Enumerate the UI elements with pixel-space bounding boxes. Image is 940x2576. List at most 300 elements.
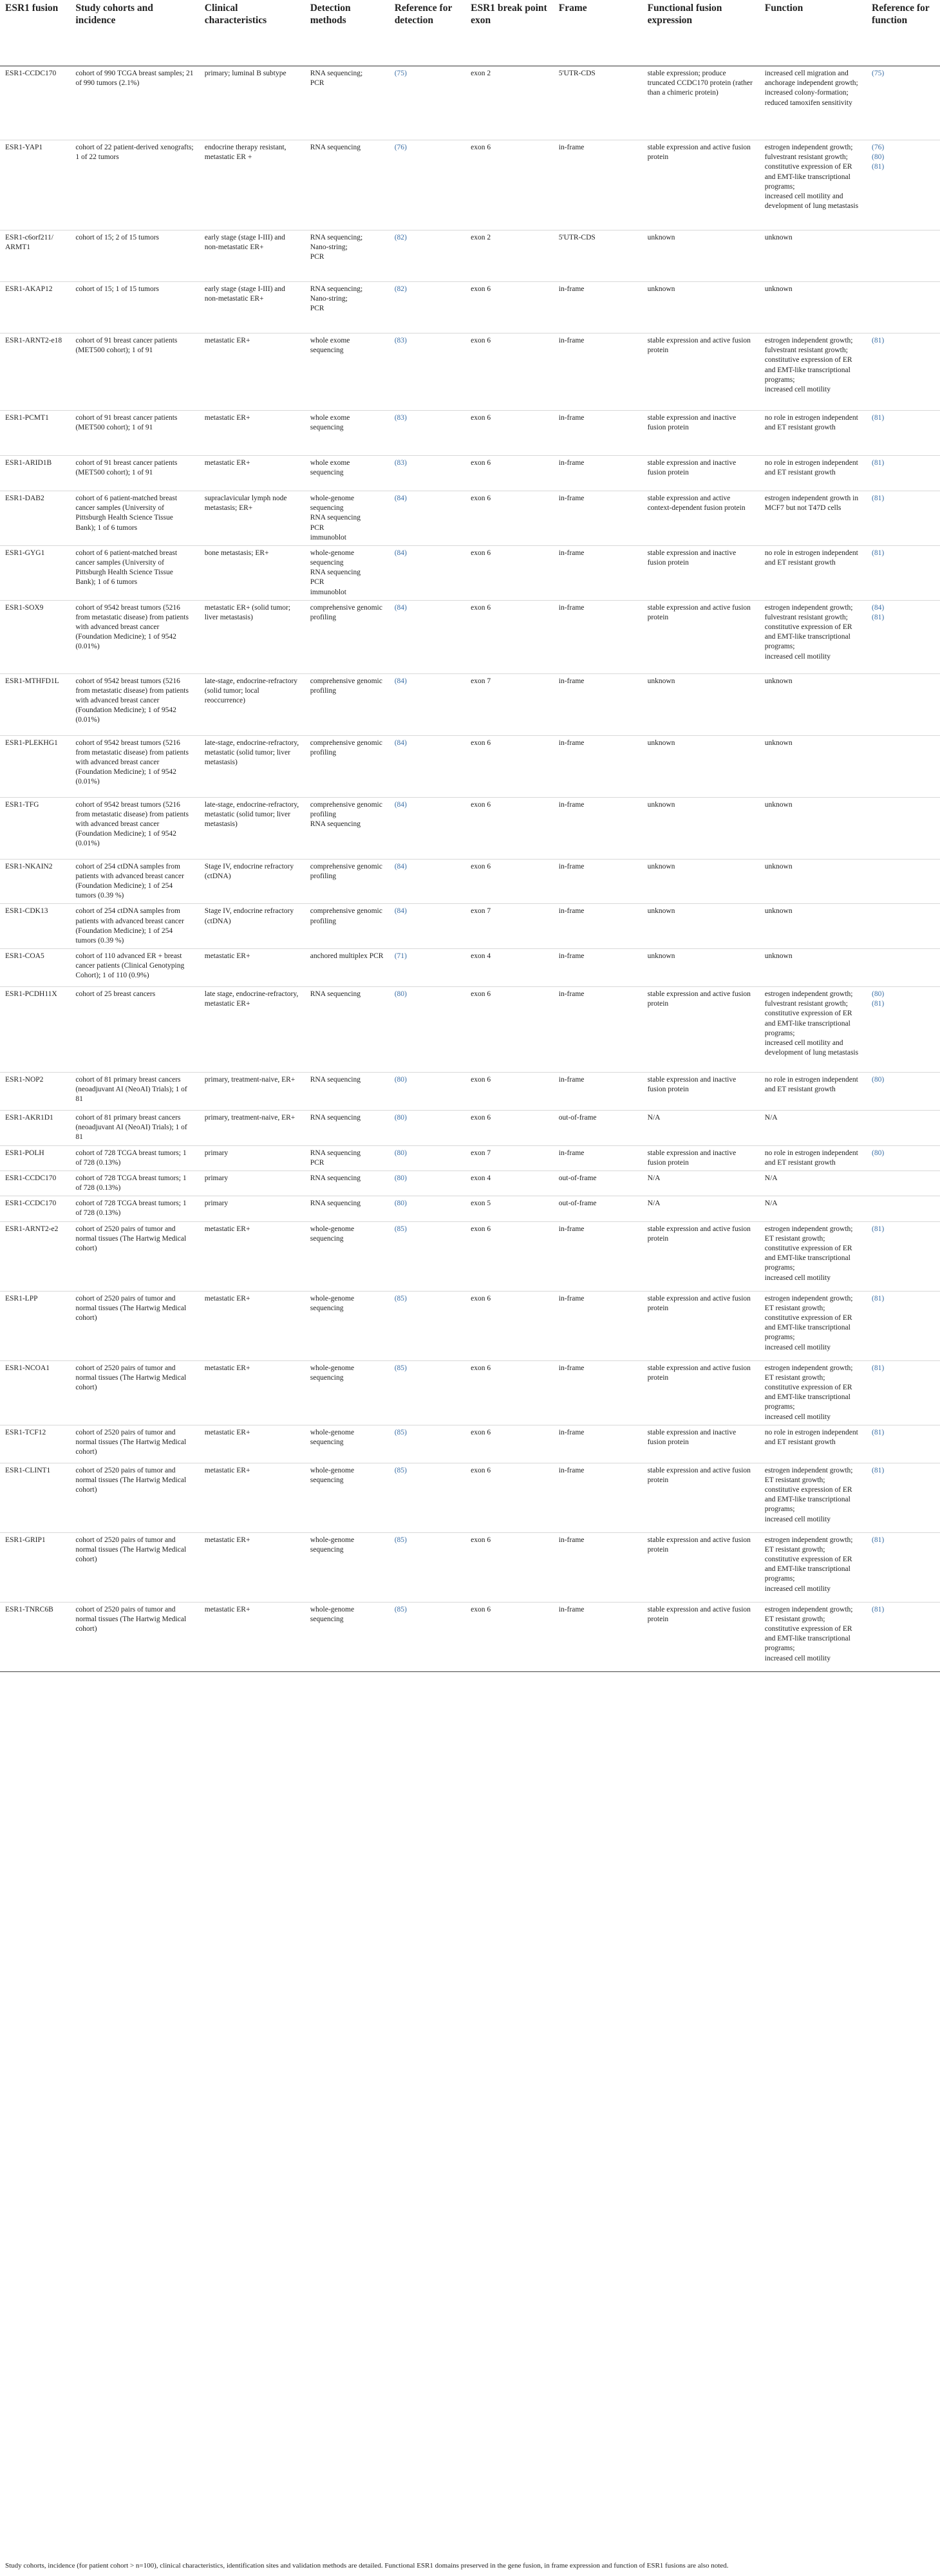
- cell-exon: exon 6: [465, 1111, 554, 1146]
- function-line: unknown: [764, 907, 793, 916]
- cell-ref-detection: [390, 1196, 465, 1221]
- cell-clinical: metastatic ER+: [200, 1221, 305, 1291]
- method-line: whole-genome sequencing: [310, 494, 355, 512]
- cell-cohort: cohort of 2520 pairs of tumor and normal tissues (The Hartwig Medical cohort): [70, 1291, 199, 1360]
- cell-exon: exon 6: [465, 987, 554, 1073]
- cell-expression: stable expression and active fusion protein: [643, 140, 760, 230]
- reference-link[interactable]: (75): [872, 70, 885, 77]
- cell-frame: in-frame: [554, 1221, 643, 1291]
- cell-clinical: metastatic ER+: [200, 1291, 305, 1360]
- cell-cohort: cohort of 2520 pairs of tumor and normal tissues (The Hartwig Medical cohort): [70, 1532, 199, 1602]
- cell-exon: exon 5: [465, 1196, 554, 1221]
- method-line: PCR: [310, 253, 324, 261]
- reference-link[interactable]: (80): [394, 1174, 407, 1182]
- cell-frame: out-of-frame: [554, 1170, 643, 1196]
- reference-link[interactable]: (81): [872, 1225, 885, 1233]
- cell-fusion: ESR1-PCMT1: [0, 411, 70, 456]
- table-row: [0, 1145, 940, 1170]
- cell-fusion: ESR1-PCDH11X: [0, 987, 70, 1073]
- reference-link[interactable]: (80): [872, 1076, 885, 1084]
- method-line: comprehensive genomic profiling: [310, 862, 382, 880]
- cell-ref-detection: [390, 1532, 465, 1602]
- cell-ref-function: [867, 735, 940, 797]
- reference-link[interactable]: (81): [872, 414, 885, 422]
- function-line: unknown: [764, 862, 793, 870]
- table-row: [0, 859, 940, 904]
- cell-methods: [305, 859, 390, 904]
- method-line: whole-genome sequencing: [310, 1466, 355, 1484]
- col-header-ref-function: Reference for function: [867, 0, 940, 66]
- cell-ref-function: [867, 600, 940, 673]
- cell-frame: in-frame: [554, 1532, 643, 1602]
- cell-methods: [305, 1291, 390, 1360]
- cell-function: [760, 1073, 867, 1111]
- table-row: [0, 334, 940, 411]
- cell-expression: stable expression and inactive fusion protein: [643, 1145, 760, 1170]
- cell-ref-function: [867, 1602, 940, 1671]
- cell-ref-detection: [390, 859, 465, 904]
- cell-clinical: early stage (stage I-III) and non-metastatic ER+: [200, 230, 305, 282]
- cell-expression: stable expression and active fusion protein: [643, 1360, 760, 1425]
- cell-expression: stable expression and active fusion protein: [643, 1463, 760, 1532]
- cell-ref-detection: [390, 545, 465, 600]
- reference-link[interactable]: (85): [394, 1428, 407, 1436]
- cell-cohort: cohort of 91 breast cancer patients (MET500 cohort); 1 of 91: [70, 456, 199, 491]
- reference-link[interactable]: (85): [394, 1536, 407, 1544]
- table-row: [0, 1532, 940, 1602]
- cell-clinical: metastatic ER+: [200, 456, 305, 491]
- cell-clinical: bone metastasis; ER+: [200, 545, 305, 600]
- cell-ref-detection: [390, 230, 465, 282]
- cell-cohort: cohort of 25 breast cancers: [70, 987, 199, 1073]
- cell-ref-detection: [390, 491, 465, 546]
- cell-cohort: cohort of 15; 1 of 15 tumors: [70, 282, 199, 334]
- cell-methods: [305, 1221, 390, 1291]
- function-line: estrogen independent growth;: [764, 1536, 853, 1544]
- reference-link[interactable]: (84): [394, 800, 407, 809]
- cell-function: [760, 1111, 867, 1146]
- reference-link[interactable]: (80): [872, 990, 885, 999]
- cell-function: [760, 545, 867, 600]
- cell-frame: in-frame: [554, 904, 643, 949]
- reference-link[interactable]: (80): [872, 1149, 885, 1157]
- cell-clinical: metastatic ER+: [200, 1463, 305, 1532]
- cell-frame: in-frame: [554, 735, 643, 797]
- cell-cohort: cohort of 15; 2 of 15 tumors: [70, 230, 199, 282]
- cell-expression: unknown: [643, 904, 760, 949]
- cell-frame: in-frame: [554, 987, 643, 1073]
- col-header-expression: Functional fusion expression: [643, 0, 760, 66]
- reference-link[interactable]: (85): [394, 1364, 407, 1372]
- cell-methods: [305, 545, 390, 600]
- reference-link[interactable]: (71): [394, 952, 407, 961]
- cell-methods: [305, 1463, 390, 1532]
- cell-exon: exon 6: [465, 1291, 554, 1360]
- cell-ref-detection: [390, 1602, 465, 1671]
- cell-fusion: ESR1-TNRC6B: [0, 1602, 70, 1671]
- cell-fusion: ESR1-COA5: [0, 949, 70, 987]
- table-body: [0, 66, 940, 1672]
- cell-ref-function: [867, 66, 940, 140]
- cell-exon: exon 6: [465, 411, 554, 456]
- cell-clinical: Stage IV, endocrine refractory (ctDNA): [200, 859, 305, 904]
- function-line: fulvestrant resistant growth;: [764, 613, 848, 621]
- cell-exon: exon 6: [465, 1463, 554, 1532]
- cell-clinical: metastatic ER+ (solid tumor; liver metastasis): [200, 600, 305, 673]
- method-line: RNA sequencing: [310, 1174, 361, 1182]
- reference-link[interactable]: (84): [394, 862, 407, 870]
- reference-link[interactable]: (82): [394, 234, 407, 241]
- table-row: [0, 1221, 940, 1291]
- table-row: [0, 987, 940, 1073]
- reference-link[interactable]: (81): [872, 494, 885, 502]
- cell-methods: [305, 1170, 390, 1196]
- cell-ref-function: [867, 1145, 940, 1170]
- cell-clinical: early stage (stage I-III) and non-metastatic ER+: [200, 282, 305, 334]
- cell-ref-detection: [390, 456, 465, 491]
- cell-function: [760, 334, 867, 411]
- cell-ref-detection: [390, 1291, 465, 1360]
- method-line: RNA sequencing: [310, 1199, 361, 1208]
- cell-ref-detection: [390, 411, 465, 456]
- function-line: estrogen independent growth;: [764, 1605, 853, 1613]
- cell-function: [760, 230, 867, 282]
- cell-function: [760, 491, 867, 546]
- table-row: [0, 1170, 940, 1196]
- function-line: increased cell motility: [764, 1413, 831, 1421]
- cell-ref-detection: [390, 282, 465, 334]
- cell-frame: in-frame: [554, 140, 643, 230]
- cell-exon: exon 6: [465, 1602, 554, 1671]
- cell-fusion: ESR1-MTHFD1L: [0, 673, 70, 735]
- table-row: [0, 735, 940, 797]
- reference-link[interactable]: (80): [394, 1076, 407, 1084]
- cell-cohort: cohort of 22 patient-derived xenografts; 1 of 22 tumors: [70, 140, 199, 230]
- cell-clinical: late-stage, endocrine-refractory, metastatic (solid tumor; liver metastasis): [200, 797, 305, 859]
- cell-methods: [305, 1196, 390, 1221]
- method-line: comprehensive genomic profiling: [310, 603, 382, 621]
- cell-cohort: cohort of 9542 breast tumors (5216 from metastatic disease) from patients with advanced breast cancer (Foundation Medicine); 1 of 9542 (0.01%): [70, 673, 199, 735]
- cell-expression: stable expression and active fusion protein: [643, 1602, 760, 1671]
- cell-expression: stable expression and active fusion protein: [643, 987, 760, 1073]
- reference-link[interactable]: (80): [394, 1114, 407, 1122]
- cell-clinical: primary: [200, 1145, 305, 1170]
- cell-methods: [305, 673, 390, 735]
- cell-exon: exon 6: [465, 735, 554, 797]
- function-line: increased cell motility: [764, 1515, 831, 1523]
- cell-frame: in-frame: [554, 456, 643, 491]
- cell-methods: [305, 797, 390, 859]
- method-line: RNA sequencing;: [310, 285, 363, 293]
- method-line: RNA sequencing;: [310, 234, 363, 241]
- reference-link[interactable]: (80): [394, 1199, 407, 1208]
- cell-frame: in-frame: [554, 797, 643, 859]
- method-line: PCR: [310, 578, 324, 587]
- function-line: estrogen independent growth;: [764, 1225, 853, 1233]
- cell-cohort: cohort of 990 TCGA breast samples; 21 of 990 tumors (2.1%): [70, 66, 199, 140]
- col-header-function: Function: [760, 0, 867, 66]
- cell-ref-detection: [390, 600, 465, 673]
- cell-function: [760, 1196, 867, 1221]
- reference-link[interactable]: (85): [394, 1605, 407, 1613]
- reference-link[interactable]: (81): [872, 1536, 885, 1544]
- reference-link[interactable]: (80): [394, 1149, 407, 1157]
- cell-methods: [305, 1111, 390, 1146]
- function-line: no role in estrogen independent and ET resistant growth: [764, 414, 858, 432]
- function-line: N/A: [764, 1174, 778, 1182]
- cell-exon: exon 7: [465, 673, 554, 735]
- reference-link[interactable]: (81): [872, 1605, 885, 1613]
- function-line: N/A: [764, 1114, 778, 1122]
- cell-ref-detection: [390, 987, 465, 1073]
- cell-ref-function: [867, 230, 940, 282]
- cell-ref-function: [867, 949, 940, 987]
- cell-clinical: metastatic ER+: [200, 1360, 305, 1425]
- reference-link[interactable]: (81): [872, 337, 885, 344]
- cell-clinical: supraclavicular lymph node metastasis; ER+: [200, 491, 305, 546]
- function-line: constitutive expression of ER and EMT-like transcriptional programs;: [764, 1383, 852, 1411]
- cell-ref-function: [867, 491, 940, 546]
- cell-expression: stable expression and active fusion protein: [643, 1532, 760, 1602]
- cell-cohort: cohort of 110 advanced ER + breast cancer patients (Clinical Genotyping Cohort); 1 of 110 (0.9%): [70, 949, 199, 987]
- function-line: ET resistant growth;: [764, 1476, 825, 1484]
- reference-link[interactable]: (85): [394, 1225, 407, 1233]
- function-line: unknown: [764, 800, 793, 809]
- cell-cohort: cohort of 91 breast cancer patients (MET500 cohort); 1 of 91: [70, 411, 199, 456]
- cell-fusion: ESR1-CCDC170: [0, 1170, 70, 1196]
- cell-exon: exon 6: [465, 859, 554, 904]
- reference-link[interactable]: (83): [394, 459, 407, 467]
- reference-link[interactable]: (81): [872, 163, 885, 171]
- function-line: increased cell motility and development of lung metastasis: [764, 192, 859, 211]
- cell-fusion: ESR1-TFG: [0, 797, 70, 859]
- function-line: ET resistant growth;: [764, 1304, 825, 1312]
- function-line: estrogen independent growth;: [764, 990, 853, 999]
- cell-expression: unknown: [643, 673, 760, 735]
- cell-fusion: ESR1-POLH: [0, 1145, 70, 1170]
- cell-clinical: metastatic ER+: [200, 949, 305, 987]
- cell-methods: [305, 411, 390, 456]
- method-line: whole exome sequencing: [310, 414, 350, 432]
- cell-cohort: cohort of 2520 pairs of tumor and normal tissues (The Hartwig Medical cohort): [70, 1425, 199, 1463]
- method-line: comprehensive genomic profiling: [310, 738, 382, 757]
- method-line: whole-genome sequencing: [310, 1294, 355, 1312]
- cell-expression: unknown: [643, 735, 760, 797]
- reference-link[interactable]: (81): [872, 1428, 885, 1436]
- reference-link[interactable]: (81): [872, 459, 885, 467]
- col-header-ref-detection: Reference for detection: [390, 0, 465, 66]
- cell-cohort: cohort of 9542 breast tumors (5216 from metastatic disease) from patients with advanced breast cancer (Foundation Medicine); 1 of 9542 (0.01%): [70, 735, 199, 797]
- cell-function: [760, 859, 867, 904]
- cell-clinical: primary; luminal B subtype: [200, 66, 305, 140]
- method-line: PCR: [310, 1158, 324, 1167]
- reference-link[interactable]: (81): [872, 1000, 885, 1008]
- cell-fusion: ESR1-CCDC170: [0, 1196, 70, 1221]
- cell-frame: 5'UTR-CDS: [554, 66, 643, 140]
- cell-exon: exon 6: [465, 334, 554, 411]
- cell-ref-detection: [390, 1360, 465, 1425]
- reference-link[interactable]: (81): [872, 1294, 885, 1302]
- cell-exon: exon 6: [465, 456, 554, 491]
- cell-cohort: cohort of 81 primary breast cancers (neoadjuvant AI (NeoAI) Trials); 1 of 81: [70, 1073, 199, 1111]
- cell-cohort: cohort of 6 patient-matched breast cancer samples (University of Pittsburgh Health Science Tissue Bank); 1 of 6 tumors: [70, 491, 199, 546]
- cell-ref-function: [867, 1291, 940, 1360]
- table-row: [0, 411, 940, 456]
- cell-ref-detection: [390, 949, 465, 987]
- cell-frame: in-frame: [554, 545, 643, 600]
- cell-frame: in-frame: [554, 859, 643, 904]
- cell-fusion: ESR1-NOP2: [0, 1073, 70, 1111]
- cell-cohort: cohort of 91 breast cancer patients (MET500 cohort); 1 of 91: [70, 334, 199, 411]
- cell-ref-detection: [390, 904, 465, 949]
- cell-frame: in-frame: [554, 1463, 643, 1532]
- table-row: [0, 230, 940, 282]
- cell-clinical: metastatic ER+: [200, 334, 305, 411]
- cell-clinical: metastatic ER+: [200, 1602, 305, 1671]
- cell-function: [760, 797, 867, 859]
- cell-expression: N/A: [643, 1196, 760, 1221]
- cell-frame: in-frame: [554, 1602, 643, 1671]
- table-row: [0, 1360, 940, 1425]
- cell-function: [760, 904, 867, 949]
- cell-function: [760, 949, 867, 987]
- reference-link[interactable]: (84): [394, 603, 407, 612]
- cell-ref-function: [867, 1463, 940, 1532]
- cell-cohort: cohort of 2520 pairs of tumor and normal tissues (The Hartwig Medical cohort): [70, 1360, 199, 1425]
- cell-expression: stable expression and active fusion protein: [643, 334, 760, 411]
- function-line: unknown: [764, 677, 793, 685]
- cell-function: [760, 735, 867, 797]
- reference-link[interactable]: (85): [394, 1466, 407, 1474]
- cell-ref-detection: [390, 735, 465, 797]
- cell-clinical: late-stage, endocrine-refractory, metastatic (solid tumor; liver metastasis): [200, 735, 305, 797]
- cell-methods: [305, 334, 390, 411]
- function-line: fulvestrant resistant growth;: [764, 153, 848, 162]
- cell-methods: [305, 1360, 390, 1425]
- table-row: [0, 491, 940, 546]
- reference-link[interactable]: (76): [394, 144, 407, 151]
- function-line: estrogen independent growth;: [764, 603, 853, 612]
- method-line: whole-genome sequencing: [310, 1364, 355, 1382]
- cell-clinical: primary, treatment-naive, ER+: [200, 1073, 305, 1111]
- cell-clinical: endocrine therapy resistant, metastatic ER +: [200, 140, 305, 230]
- table-row: [0, 949, 940, 987]
- function-line: no role in estrogen independent and ET resistant growth: [764, 1076, 858, 1094]
- reference-link[interactable]: (81): [872, 613, 885, 621]
- cell-expression: stable expression and inactive fusion protein: [643, 411, 760, 456]
- cell-exon: exon 6: [465, 600, 554, 673]
- cell-ref-function: [867, 797, 940, 859]
- function-line: unknown: [764, 234, 793, 241]
- cell-fusion: ESR1-NKAIN2: [0, 859, 70, 904]
- method-line: PCR: [310, 79, 324, 88]
- table-row: [0, 600, 940, 673]
- col-header-exon: ESR1 break point exon: [465, 0, 554, 66]
- cell-clinical: primary, treatment-naive, ER+: [200, 1111, 305, 1146]
- cell-frame: in-frame: [554, 491, 643, 546]
- cell-function: [760, 1360, 867, 1425]
- reference-link[interactable]: (84): [394, 494, 407, 502]
- reference-link[interactable]: (75): [394, 70, 407, 77]
- method-line: comprehensive genomic profiling: [310, 907, 382, 925]
- function-line: no role in estrogen independent and ET resistant growth: [764, 549, 858, 567]
- cell-fusion: ESR1-LPP: [0, 1291, 70, 1360]
- function-line: increased cell motility: [764, 652, 831, 661]
- cell-function: [760, 456, 867, 491]
- cell-cohort: cohort of 2520 pairs of tumor and normal tissues (The Hartwig Medical cohort): [70, 1221, 199, 1291]
- method-line: whole-genome sequencing: [310, 1605, 355, 1623]
- cell-fusion: ESR1-GRIP1: [0, 1532, 70, 1602]
- reference-link[interactable]: (80): [394, 990, 407, 999]
- cell-methods: [305, 949, 390, 987]
- function-line: estrogen independent growth;: [764, 1466, 853, 1474]
- cell-expression: stable expression and inactive fusion protein: [643, 456, 760, 491]
- function-line: constitutive expression of ER and EMT-like transcriptional programs;: [764, 1556, 852, 1583]
- reference-link[interactable]: (83): [394, 414, 407, 422]
- cell-expression: stable expression and inactive fusion protein: [643, 545, 760, 600]
- cell-frame: in-frame: [554, 1425, 643, 1463]
- cell-cohort: cohort of 2520 pairs of tumor and normal tissues (The Hartwig Medical cohort): [70, 1463, 199, 1532]
- cell-cohort: cohort of 9542 breast tumors (5216 from metastatic disease) from patients with advanced breast cancer (Foundation Medicine); 1 of 9542 (0.01%): [70, 600, 199, 673]
- table-row: [0, 456, 940, 491]
- method-line: Nano-string;: [310, 243, 348, 252]
- reference-link[interactable]: (84): [394, 907, 407, 916]
- cell-frame: in-frame: [554, 411, 643, 456]
- cell-methods: [305, 1073, 390, 1111]
- function-line: constitutive expression of ER and EMT-like transcriptional programs;: [764, 1244, 852, 1272]
- method-line: RNA sequencing: [310, 990, 361, 999]
- reference-link[interactable]: (84): [394, 738, 407, 747]
- cell-expression: stable expression and active context-dependent fusion protein: [643, 491, 760, 546]
- cell-ref-function: [867, 1360, 940, 1425]
- cell-clinical: metastatic ER+: [200, 1425, 305, 1463]
- reference-link[interactable]: (83): [394, 337, 407, 344]
- reference-link[interactable]: (84): [394, 549, 407, 557]
- cell-clinical: Stage IV, endocrine refractory (ctDNA): [200, 904, 305, 949]
- reference-link[interactable]: (76): [872, 144, 885, 151]
- reference-link[interactable]: (80): [872, 153, 885, 162]
- table-row: [0, 1073, 940, 1111]
- table-row: [0, 1196, 940, 1221]
- method-line: PCR: [310, 523, 324, 532]
- cell-fusion: ESR1-CLINT1: [0, 1463, 70, 1532]
- function-line: increased cell motility: [764, 1343, 831, 1351]
- method-line: whole-genome sequencing: [310, 1536, 355, 1554]
- reference-link[interactable]: (85): [394, 1294, 407, 1302]
- table-row: [0, 1463, 940, 1532]
- reference-link[interactable]: (81): [872, 549, 885, 557]
- cell-ref-detection: [390, 66, 465, 140]
- cell-exon: exon 2: [465, 66, 554, 140]
- reference-link[interactable]: (81): [872, 1466, 885, 1474]
- cell-exon: exon 7: [465, 904, 554, 949]
- reference-link[interactable]: (82): [394, 285, 407, 293]
- function-line: constitutive expression of ER and EMT-like transcriptional programs;: [764, 1486, 852, 1514]
- col-header-frame: Frame: [554, 0, 643, 66]
- method-line: immunoblot: [310, 588, 346, 596]
- reference-link[interactable]: (84): [394, 677, 407, 685]
- cell-function: [760, 411, 867, 456]
- cell-expression: unknown: [643, 859, 760, 904]
- reference-link[interactable]: (81): [872, 1364, 885, 1372]
- cell-fusion: ESR1-TCF12: [0, 1425, 70, 1463]
- table-row: [0, 1602, 940, 1671]
- cell-cohort: cohort of 9542 breast tumors (5216 from metastatic disease) from patients with advanced breast cancer (Foundation Medicine); 1 of 9542 (0.01%): [70, 797, 199, 859]
- cell-fusion: ESR1-YAP1: [0, 140, 70, 230]
- reference-link[interactable]: (84): [872, 603, 885, 612]
- function-line: fulvestrant resistant growth;: [764, 1000, 848, 1008]
- function-line: constitutive expression of ER and EMT-like transcriptional programs;: [764, 1313, 852, 1342]
